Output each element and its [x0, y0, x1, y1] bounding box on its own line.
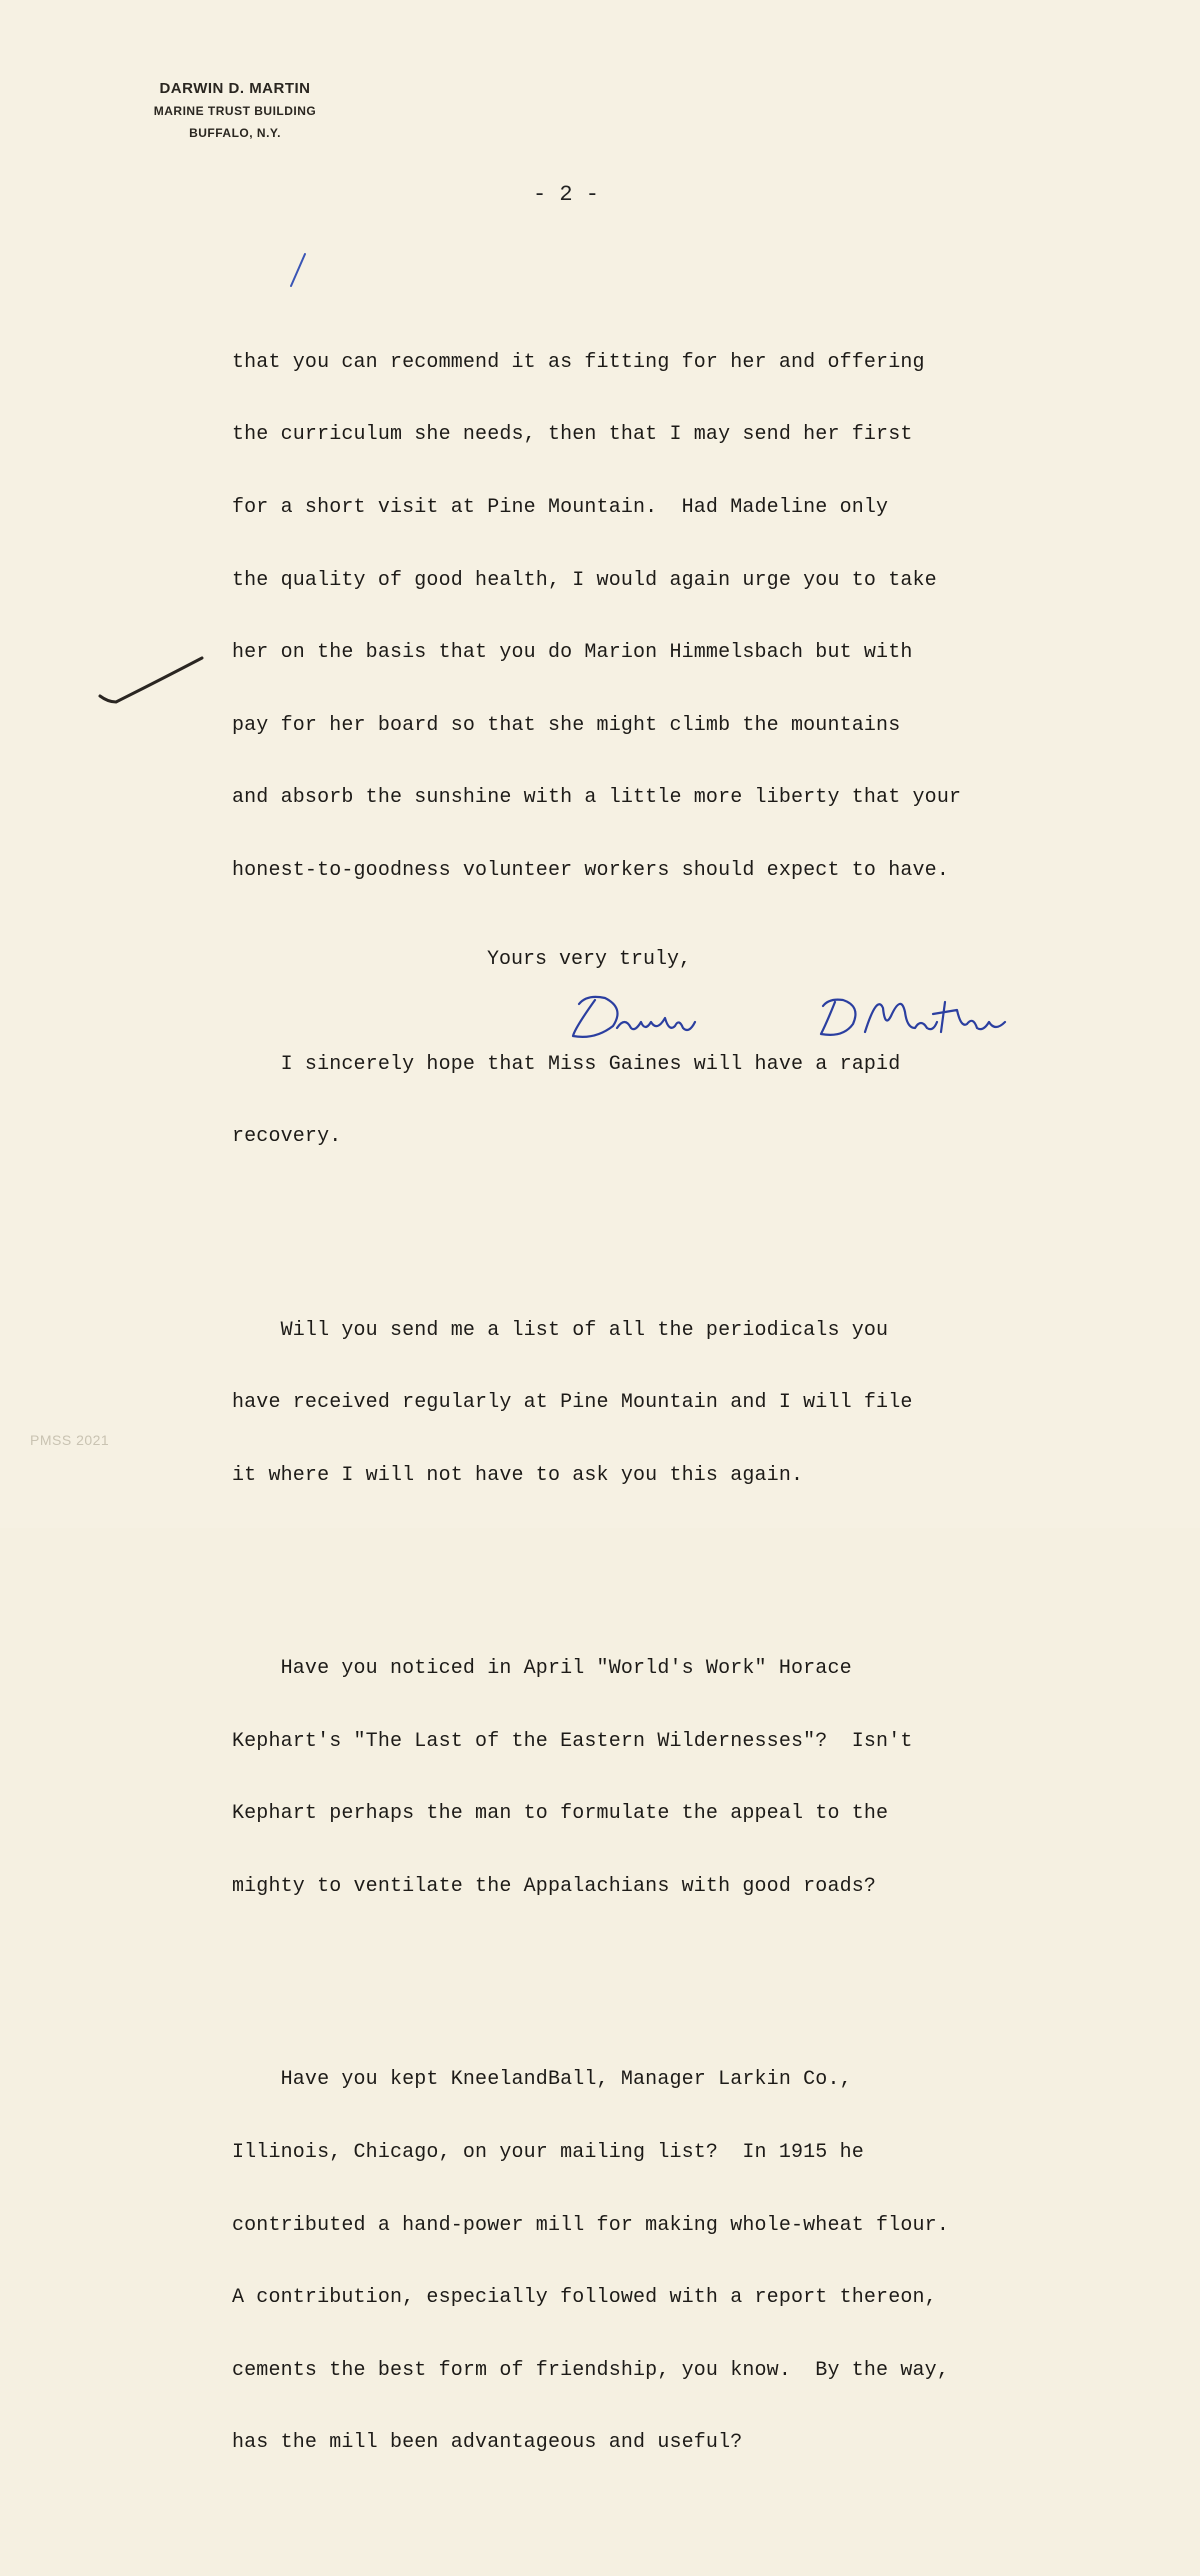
- body-line: and absorb the sunshine with a little more liberty that your: [232, 786, 962, 810]
- body-line: Have you kept KneelandBall, Manager Larkin Co.,: [232, 2068, 852, 2092]
- body-line: Kephart perhaps the man to formulate the appeal to the: [232, 1802, 889, 1826]
- letterhead-building: MARINE TRUST BUILDING: [153, 104, 317, 118]
- body-line: have received regularly at Pine Mountain and I will file: [232, 1391, 913, 1415]
- check-mark-icon: [96, 652, 206, 712]
- closing: Yours very truly,: [487, 948, 692, 971]
- body-line: A contribution, especially followed with a report thereon,: [232, 2286, 937, 2310]
- signature-image: [565, 988, 1095, 1048]
- letterhead-name: DARWIN D. MARTIN: [159, 80, 311, 97]
- body-line: cements the best form of friendship, you know. By the way,: [232, 2358, 949, 2382]
- paragraph-4: [232, 1609, 1112, 1948]
- body-line: mighty to ventilate the Appalachians with good roads?: [232, 1875, 877, 1898]
- body-line: pay for her board so that she might climb the mountains: [232, 713, 901, 737]
- body-line: Have you noticed in April "World's Work" Horace: [232, 1657, 852, 1681]
- body-line: honest-to-goodness volunteer workers should expect to have.: [232, 859, 949, 883]
- watermark: PMSS 2021: [30, 1432, 110, 1448]
- letterhead: [130, 78, 340, 144]
- body-line: contributed a hand-power mill for making whole-wheat flour.: [232, 2213, 949, 2237]
- body-line: the curriculum she needs, then that I may send her first: [232, 423, 913, 447]
- body-line: recovery.: [232, 1125, 342, 1149]
- paragraph-5: [232, 2020, 1112, 2504]
- body-line: it where I will not have to ask you this again.: [232, 1463, 804, 1487]
- body-line: that you can recommend it as fitting for her and offering: [232, 350, 925, 374]
- letter-body: [232, 254, 1112, 2576]
- body-line: has the mill been advantageous and useful?: [232, 2431, 743, 2455]
- body-line: I sincerely hope that Miss Gaines will have a rapid: [232, 1052, 901, 1076]
- letterhead-city: BUFFALO, N.Y.: [189, 126, 281, 140]
- body-line: for a short visit at Pine Mountain. Had Madeline only: [232, 496, 889, 520]
- body-line: Kephart's "The Last of the Eastern Wildernesses"? Isn't: [232, 1729, 913, 1753]
- body-line: the quality of good health, I would again urge you to take: [232, 568, 937, 592]
- blue-slash-mark: [283, 250, 313, 290]
- page-number: - 2 -: [533, 182, 600, 207]
- body-line: Will you send me a list of all the periodicals you: [232, 1318, 889, 1342]
- body-line: Illinois, Chicago, on your mailing list? In 1915 he: [232, 2141, 864, 2165]
- paragraph-3: [232, 1270, 1112, 1536]
- paragraph-1: [232, 302, 1112, 931]
- body-line: her on the basis that you do Marion Himmelsbach but with: [232, 641, 913, 665]
